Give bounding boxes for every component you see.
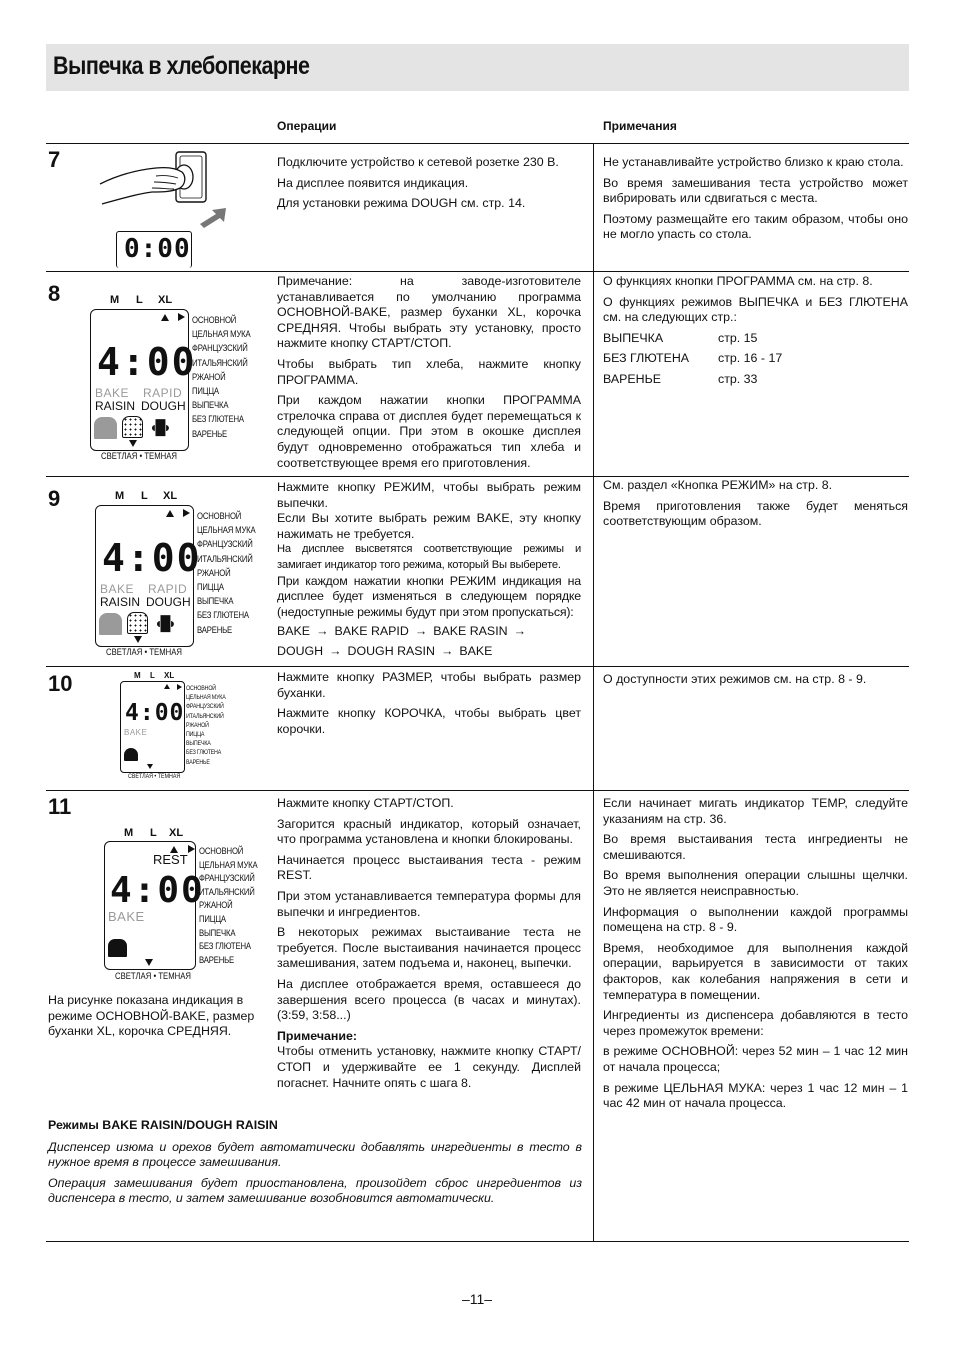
page-title: Выпечка в хлебопекарне <box>53 52 310 80</box>
operation-text: Загорится красный индикатор, который означает, что программа установлена и кнопки блокированы. <box>277 816 581 847</box>
step-11-operations <box>277 796 581 1096</box>
operation-text: Подключите устройство к сетевой розетке 230 В. <box>277 155 559 169</box>
mode-rapid: RAPID <box>148 582 188 596</box>
title-bar <box>46 44 909 91</box>
mode-raisin: RAISIN <box>95 399 136 413</box>
crust-light-icon <box>99 613 122 635</box>
section-paragraph: Операция замешивания будет приостановлена, произойдет сброс ингредиентов из диспенсера в тесто, и затем замешивание возобновится автоматически. <box>48 1175 582 1206</box>
display-illustration: M L XL REST 4:00 BAKE ОСНОВНОЙ ЦЕЛЬНАЯ МУКА ФРАНЦУЗСКИЙ ИТАЛЬЯНСКИЙ РЖАНОЙ ПИЦЦА ВЫПЕЧКА БЕЗ ГЛЮТЕНА ВАРЕНЬЕ СВЕТЛАЯ • ТЕМНАЯ <box>102 827 267 987</box>
mode-bake: BAKE <box>124 728 148 737</box>
divider <box>46 476 909 477</box>
note-text: Во время замешивания теста устройство может вибрировать или сдвигаться с места. <box>603 175 908 206</box>
size-indicator-icon <box>164 684 170 689</box>
step-number: 9 <box>48 486 61 511</box>
operation-text: Если Вы хотите выбрать режим BAKE, эту кнопку нажимать не требуется. <box>277 511 581 541</box>
step-7-notes <box>603 155 908 248</box>
size-indicator-icon <box>161 314 169 321</box>
divider <box>46 790 909 791</box>
note-text: Не устанавливайте устройство близко к краю стола. <box>603 155 904 169</box>
operation-text: Чтобы выбрать тип хлеба, нажмите кнопку ПРОГРАММА. <box>277 356 581 387</box>
note-text: Информация о выполнении каждой программы помещена на стр. 8 - 9. <box>603 904 908 935</box>
note-text: См. раздел «Кнопка РЕЖИМ» на стр. 8. <box>603 478 833 492</box>
crust-dark-icon: ◖█◗ <box>149 419 170 435</box>
mode-bake: BAKE <box>95 386 130 400</box>
step-10-operations <box>277 670 581 742</box>
display-time: 4:00 <box>102 536 202 580</box>
operation-text: Нажмите кнопку РАЗМЕР, чтобы выбрать размер буханки. <box>277 670 581 700</box>
crust-scale-label: СВЕТЛАЯ • ТЕМНАЯ <box>115 971 192 981</box>
step-8-notes <box>603 274 908 388</box>
operation-text: Нажмите кнопку РЕЖИМ, чтобы выбрать режим выпечки. <box>277 480 581 510</box>
arrow-right-icon: → <box>316 624 329 639</box>
arrow-right-icon: → <box>329 643 342 658</box>
program-indicator-icon <box>177 684 182 690</box>
note-text: Время, необходимое для выполнения каждой операции, варьируется в зависимости от таких факторов, как колебания напряжения в сети и температура в помещении. <box>603 940 908 1002</box>
crust-medium-icon <box>127 612 148 634</box>
size-l: L <box>136 294 143 306</box>
display-illustration <box>88 294 258 464</box>
crust-indicator-icon <box>147 764 153 769</box>
page-number: –11– <box>461 1291 493 1307</box>
operation-text: Примечание: на заводе-изготовителе устанавливается по умолчанию программа ОСНОВНОЙ-BAKE, размер буханки XL, корочка СРЕДНЯЯ. Чтобы выбрать эту установку, просто нажмите кнопку СТАРТ/СТОП. <box>277 274 581 351</box>
step-number: 11 <box>48 794 72 819</box>
raisin-modes-section <box>48 1118 582 1212</box>
operation-text: На дисплее высветятся соответствующие режимы и замигает индикатор того режима, который Вы выберете. <box>277 543 581 571</box>
rest-indicator: REST <box>153 852 188 867</box>
step-9-notes <box>603 478 908 535</box>
size-m: M <box>110 294 120 306</box>
display-time: 4:00 <box>97 340 197 384</box>
divider <box>46 143 909 144</box>
mode-rapid: RAPID <box>143 386 183 400</box>
column-divider <box>593 144 594 1241</box>
step-number: 10 <box>48 671 73 696</box>
operation-text: Начинается процесс выстаивания теста - режим REST. <box>277 852 581 883</box>
display-time: 4:00 <box>110 870 205 911</box>
step-9-operations <box>277 480 581 664</box>
program-list: ОСНОВНОЙ ЦЕЛЬНАЯ МУКА ФРАНЦУЗСКИЙ ИТАЛЬЯНСКИЙ РЖАНОЙ ПИЦЦА ВЫПЕЧКА БЕЗ ГЛЮТЕНА ВАРЕНЬЕ <box>192 315 251 439</box>
operation-text: На дисплее отображается время, оставшееся до завершения всего процесса (в часах и минутах). (3:59, 3:58...) <box>277 976 581 1023</box>
crust-dark-icon: ◖█◗ <box>154 615 175 631</box>
note-text: Чтобы отменить установку, нажмите кнопку СТАРТ/СТОП и удерживайте ее 1 секунду. Дисплей погаснет. Начните опять с шага 8. <box>277 1044 581 1090</box>
operation-text: Нажмите кнопку КОРОЧКА, чтобы выбрать цвет корочки. <box>277 706 581 736</box>
column-header-operations: Операции <box>277 119 337 133</box>
program-list: ОСНОВНОЙ ЦЕЛЬНАЯ МУКА ФРАНЦУЗСКИЙ ИТАЛЬЯНСКИЙ РЖАНОЙ ПИЦЦА ВЫПЕЧКА БЕЗ ГЛЮТЕНА ВАРЕНЬЕ <box>199 846 258 965</box>
hand-plug-icon <box>96 148 236 232</box>
divider <box>46 271 909 272</box>
program-list: ОСНОВНОЙ ЦЕЛЬНАЯ МУКА ФРАНЦУЗСКИЙ ИТАЛЬЯНСКИЙ РЖАНОЙ ПИЦЦА ВЫПЕЧКА БЕЗ ГЛЮТЕНА ВАРЕНЬЕ <box>186 685 226 766</box>
size-indicator-icon <box>166 510 174 517</box>
operation-text: При этом устанавливается температура формы для выпечки и ингредиентов. <box>277 888 581 919</box>
mode-sequence: BAKE → BAKE RAPID → BAKE RASIN → <box>277 624 526 639</box>
note-text: О доступности этих режимов см. на стр. 8 - 9. <box>603 672 867 686</box>
mode-dough: DOUGH <box>141 399 186 413</box>
operation-text: Нажмите кнопку СТАРТ/СТОП. <box>277 796 454 810</box>
crust-scale-label: СВЕТЛАЯ • ТЕМНАЯ <box>128 773 181 780</box>
note-text: в режиме ЦЕЛЬНАЯ МУКА: через 1 час 12 мин – 1 час 42 мин от начала процесса. <box>603 1080 908 1111</box>
program-indicator-icon <box>183 509 190 517</box>
section-heading: Режимы BAKE RAISIN/DOUGH RAISIN <box>48 1118 278 1132</box>
crust-indicator-icon <box>134 636 142 643</box>
arrow-right-icon: → <box>440 643 454 658</box>
mode-bake: BAKE <box>108 909 145 924</box>
step-number: 7 <box>48 147 61 172</box>
note-text: Ингредиенты из диспенсера добавляются в тесто через промежуток времени: <box>603 1008 908 1038</box>
operation-text: В некоторых режимах выстаивание теста не требуется. После выстаивания начинается процесс замешивания, затем подъема и, наконец, выпечки. <box>277 925 581 971</box>
step-10-notes <box>603 672 908 693</box>
size-xl: XL <box>158 294 173 306</box>
operation-text: Для установки режима DOUGH см. стр. 14. <box>277 196 526 211</box>
note-text: Поэтому размещайте его таким образом, чтобы оно не могло упасть со стола. <box>603 211 908 242</box>
program-indicator-icon <box>178 313 185 321</box>
crust-indicator-icon <box>145 959 153 966</box>
step-8-operations <box>277 274 581 476</box>
divider <box>46 1241 909 1242</box>
divider <box>46 666 909 667</box>
mode-dough: DOUGH <box>146 595 191 609</box>
crust-medium-icon <box>122 416 143 438</box>
crust-dark-loaf-icon <box>108 939 127 957</box>
step-11-notes <box>603 796 908 1117</box>
display-illustration: M L XL 4:00 BAKE ОСНОВНОЙ ЦЕЛЬНАЯ МУКА ФРАНЦУЗСКИЙ ИТАЛЬЯНСКИЙ РЖАНОЙ ПИЦЦА ВЫПЕЧКА БЕЗ ГЛЮТЕНА ВАРЕНЬЕ СВЕТЛАЯ • ТЕМНАЯ <box>118 671 228 783</box>
note-text: О функциях режимов ВЫПЕЧКА и БЕЗ ГЛЮТЕНА см. на следующих стр.: <box>603 294 908 325</box>
page-reference-table: ВЫПЕЧКА стр. 15 БЕЗ ГЛЮТЕНА стр. 16 - 17 ВАРЕНЬЕ стр. 33 <box>603 330 783 386</box>
arrow-right-icon: → <box>513 624 526 639</box>
crust-indicator-icon <box>129 440 137 447</box>
operation-text: При каждом нажатии кнопки РЕЖИМ индикация на дисплее будет изменяться в следующем порядке (недоступные режимы будут при этом пропускаться): <box>277 573 581 619</box>
program-list: ОСНОВНОЙ ЦЕЛЬНАЯ МУКА ФРАНЦУЗСКИЙ ИТАЛЬЯНСКИЙ РЖАНОЙ ПИЦЦА ВЫПЕЧКА БЕЗ ГЛЮТЕНА ВАРЕНЬЕ <box>197 511 256 635</box>
mode-sequence: DOUGH → DOUGH RASIN → BAKE <box>277 643 493 658</box>
display-illustration: M L XL 4:00 BAKE RAPID RAISIN DOUGH ◖█◗ ОСНОВНОЙ ЦЕЛЬНАЯ МУКА ФРАНЦУЗСКИЙ ИТАЛЬЯНСКИЙ РЖАНОЙ ПИЦЦА ВЫПЕЧКА БЕЗ ГЛЮТЕНА ВАРЕНЬЕ СВЕТЛАЯ • ТЕМНАЯ <box>93 490 263 660</box>
crust-light-icon <box>94 417 117 439</box>
lcd-screen <box>90 309 197 451</box>
operation-text: На дисплее появится индикация. <box>277 175 469 190</box>
section-paragraph: Диспенсер изюма и орехов будет автоматически добавлять ингредиенты в тесто в нужное время в процессе замешивания. <box>48 1139 582 1170</box>
plug-in-illustration <box>96 148 236 270</box>
program-indicator-icon <box>188 845 195 853</box>
crust-scale-label: СВЕТЛАЯ • ТЕМНАЯ <box>101 451 178 461</box>
crust-dark-loaf-icon <box>124 748 138 761</box>
lcd-screen <box>95 505 202 647</box>
initial-display <box>116 231 192 268</box>
figure-caption: На рисунке показана индикация в режиме ОСНОВНОЙ-BAKE, размер буханки XL, корочка СРЕДНЯЯ. <box>48 993 255 1039</box>
note-heading: Примечание: <box>277 1028 358 1043</box>
note-text: Во время выполнения операции слышны щелчки. Это не является неисправностью. <box>603 868 908 898</box>
note-text: в режиме ОСНОВНОЙ: через 52 мин – 1 час 12 мин от начала процесса; <box>603 1044 908 1074</box>
lcd-screen <box>120 681 185 773</box>
display-time: 4:00 <box>125 700 185 726</box>
step-number: 8 <box>48 281 61 306</box>
note-text: Время приготовления также будет меняться соответствующим образом. <box>603 498 908 529</box>
column-header-notes: Примечания <box>603 119 677 133</box>
mode-bake: BAKE <box>100 582 135 596</box>
note-text: Если начинает мигать индикатор TEMP, следуйте указаниям на стр. 36. <box>603 796 908 826</box>
note-text: О функциях кнопки ПРОГРАММА см. на стр. 8. <box>603 274 873 288</box>
mode-raisin: RAISIN <box>100 595 141 609</box>
display-time: 0:00 <box>124 234 191 264</box>
operation-text: При каждом нажатии кнопки ПРОГРАММА стрелочка справа от дисплея будет перемещаться к следующей опции. При этом в окошке дисплея будут одновременно отображаться тип хлеба и соответствующее время его приготовления. <box>277 393 581 470</box>
step-7-operations <box>277 155 581 217</box>
note-text: Во время выстаивания теста ингредиенты не смешиваются. <box>603 832 908 862</box>
arrow-right-icon: → <box>414 624 428 639</box>
crust-scale-label: СВЕТЛАЯ • ТЕМНАЯ <box>106 647 183 657</box>
